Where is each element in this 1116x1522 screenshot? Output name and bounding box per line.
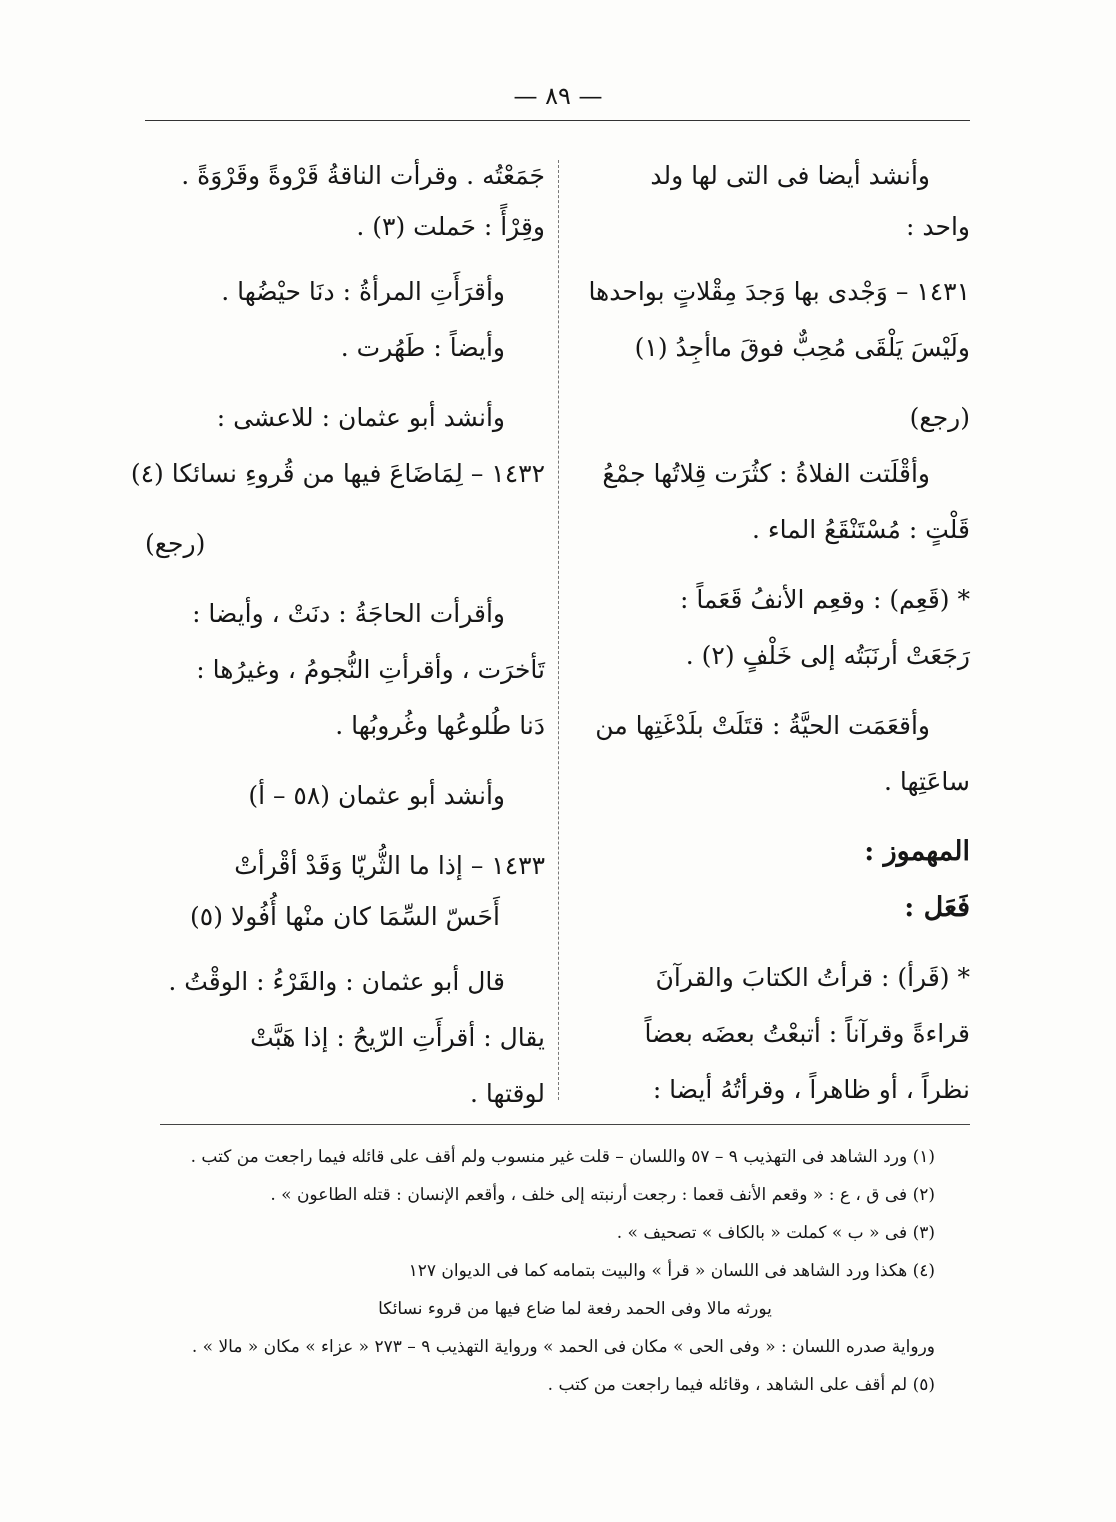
text-line: رَجَعَتْ أرنَبَتُه إلى خَلْفٍ (٢) . — [685, 641, 970, 670]
footnote-verse: يورثه مالا وفى الحمد رفعة لما ضاع فيها من قروء نسائكا — [378, 1299, 772, 1319]
text-line: يقال : أقرأَتِ الرّيحُ : إذا هَبَّتْ — [250, 1023, 545, 1052]
footnote: (٥) لم أقف على الشاهد ، وقائله فيما راجعت من كتب . — [547, 1375, 935, 1395]
text-line: قال أبو عثمان : والقَرْءُ : الوقْتُ . — [168, 967, 505, 996]
footnote: (٣) فى « ب » كملت « بالكاف » تصحيف » . — [616, 1223, 935, 1243]
text-line: لوقتها . — [469, 1079, 545, 1108]
entry-heading-line: * (قَعِم) : وقعِم الأنفُ قَعَماً : — [679, 585, 970, 614]
footnote: (٤) هكذا ورد الشاهد فى اللسان « قرأ » والبيت بتمامه كما فى الديوان ١٢٧ — [408, 1261, 935, 1281]
text-line: وأيضاً : طَهُرت . — [340, 333, 505, 362]
footnote: ورواية صدره اللسان : « وفى الحى » مكان فى الحمد » ورواية التهذيب ٩ – ٢٧٣ « عزاء » مكان « مالا » . — [191, 1337, 935, 1357]
section-subheading: فَعَل : — [904, 892, 970, 923]
text-line: وأقرأت الحاجَةُ : دنَتْ ، وأيضا : — [192, 599, 505, 628]
verse-number-line: ١٤٣٢ – لِمَاضَاعَ فيها من قُروءِ نسائكا (٤) — [130, 459, 545, 488]
verse-number-line: ١٤٣١ – وَجْدى بها وَجدَ مِقْلاتٍ بواحدها — [588, 277, 970, 306]
footnote: (٢) فى ق ، ع : « وقعم الأنف قعما : رجعت أرنبته إلى خلف ، وأقعم الإنسان : قتله الطاعون » . — [270, 1185, 935, 1205]
text-line: ساعَتِها . — [883, 767, 970, 796]
text-line: قراءةً وقرآناً : أتبعْتُ بعضَه بعضاً — [644, 1019, 970, 1048]
section-heading: المهموز : — [864, 836, 970, 867]
verse-number-line: ١٤٣٣ – إذا ما الثُّريّا وَقَدْ أقْرأتْ — [234, 851, 545, 880]
text-line: وأقعَمَت الحيَّةُ : قتَلَتْ بلَدْغَتِها من — [595, 711, 930, 740]
right-column — [572, 148, 970, 1118]
text-line: وأنشد أيضا فى التى لها ولد — [650, 161, 930, 190]
text-line: تَأخرَت ، وأقرأتِ النُّجومُ ، وغيرُها : — [196, 655, 545, 684]
text-line: وأقرَأَتِ المرأةُ : دنَا حيْضُها . — [221, 277, 505, 306]
text-line: قَلْتٍ : مُسْتَنْقَعُ الماء . — [751, 515, 970, 544]
entry-heading-line: * (قَرأ) : قرأتُ الكتابَ والقرآنَ — [655, 963, 970, 992]
text-line: وأقْلَتت الفلاةُ : كثُرَت قِلاتُها جمْعُ — [602, 459, 930, 488]
left-column — [130, 148, 545, 1122]
text-line: جَمَعْتُه . وقرأت الناقةُ قَرْوةً وقَرْوَةً . — [181, 161, 545, 190]
footnote-rule — [160, 1124, 970, 1125]
footnote: (١) ورد الشاهد فى التهذيب ٩ – ٥٧ واللسان – قلت غير منسوب ولم أقف على قائله فيما راجعت من كتب . — [190, 1147, 935, 1167]
footnotes — [155, 1138, 935, 1404]
verse-line: ولَيْسَ يَلْقَى مُحِبٌّ فوقَ ماأجِدُ (١) — [634, 333, 970, 362]
text-line: وأنشد أبو عثمان (٥٨ – أ) — [248, 781, 505, 810]
column-divider — [558, 160, 559, 1100]
resume-marker: (رجع) — [145, 529, 206, 558]
text-line: وأنشد أبو عثمان : للاعشى : — [216, 403, 505, 432]
header-rule — [145, 120, 970, 121]
text-line: وقِرْأً : حَملت (٣) . — [356, 212, 545, 241]
verse-line: أَحَسّ السِّمَا كان منْها أُفُولا (٥) — [190, 902, 500, 931]
text-line: واحد : — [906, 212, 970, 241]
text-line: دَنا طُلوعُها وغُروبُها . — [335, 711, 545, 740]
resume-marker: (رجع) — [909, 403, 970, 432]
text-line: نظراً ، أو ظاهراً ، وقرأتُهُ أيضا : — [652, 1075, 970, 1104]
page-number: — ٨٩ — — [513, 82, 603, 110]
